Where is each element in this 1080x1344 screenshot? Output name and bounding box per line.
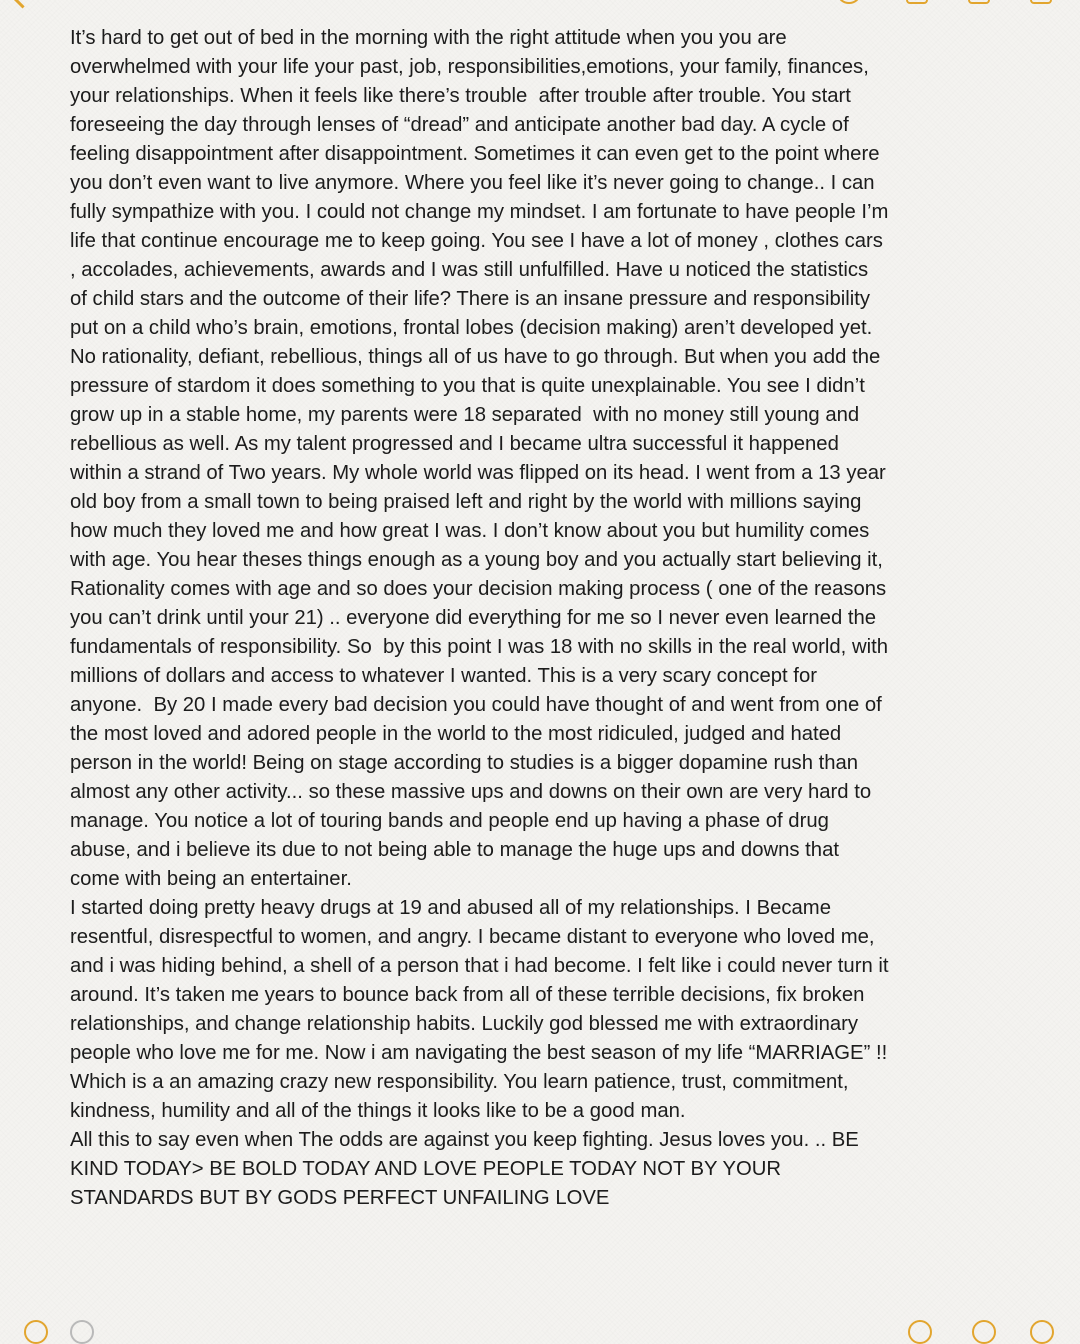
share-icon[interactable] bbox=[838, 0, 860, 4]
undo-icon[interactable] bbox=[24, 1320, 48, 1344]
markup-icon[interactable] bbox=[1030, 1320, 1054, 1344]
camera-icon[interactable] bbox=[968, 0, 990, 4]
top-toolbar bbox=[0, 0, 1080, 10]
attachment-icon[interactable] bbox=[972, 1320, 996, 1344]
redo-icon[interactable] bbox=[70, 1320, 94, 1344]
note-paragraph-2: I started doing pretty heavy drugs at 19 and abused all of my relationships. I Became resentful, disrespectful to women, and angry. I became distant to everyone who loved me, and i was hiding behind, a shell of a person that i had become. I felt like i could never turn it around. It’s taken me years to bounce back from all of these terrible decisions, fix broken relationships, and change relationship habits. Luckily god blessed me with extraordinary people who love me for me. Now i am navigating the best season of my life “MARRIAGE” !! Which is a an amazing crazy new responsibility. You learn patience, trust, commitment, kindness, humility and all of the things it looks like to be a good man. bbox=[70, 897, 895, 1122]
bottom-toolbar bbox=[0, 1316, 1080, 1330]
compose-icon[interactable] bbox=[1030, 0, 1052, 4]
check-icon[interactable] bbox=[908, 1320, 932, 1344]
note-paragraph-1: It’s hard to get out of bed in the morning with the right attitude when you you are overwhelmed with your life your past, job, responsibilities,emotions, your family, finances, your relationships. When it feels like there’s trouble after trouble after trouble. You start foreseeing the day through lenses of “dread” and anticipate another bad day. A cycle of feeling disappointment after disappointment. Sometimes it can even get to the point where you don’t even want to live anymore. Where you feel like it’s never going to change.. I can fully sympathize with you. I could not change my mindset. I am fortunate to have people I’m life that continue encourage me to keep going. You see I have a lot of money , clothes cars , accolades, achievements, awards and I was still unfulfilled. Have u noticed the statistics of child stars and the outcome of their life? There is an insane pressure and responsibility put on a child who’s brain, emotions, frontal lobes (decision making) aren’t developed yet. No rationality, defiant, rebellious, things all of us have to go through. But when you add the pressure of stardom it does something to you that is quite unexplainable. You see I didn’t grow up in a stable home, my parents were 18 separated with no money still young and rebellious as well. As my talent progressed and I became ultra successful it happened within a strand of Two years. My whole world was flipped on its head. I went from a 13 year old boy from a small town to being praised left and right by the world with millions saying how much they loved me and how great I was. I don’t know about you but humility comes with age. You hear theses things enough as a young boy and you actually start believing it, Rationality comes with age and so does your decision making process ( one of the reasons you can’t drink until your 21) .. everyone did everything for me so I never even learned the fundamentals of responsibility. So by this point I was 18 with no skills in the real world, with millions of dollars and access to whatever I wanted. This is a very scary concept for anyone. By 20 I made every bad decision you could have thought of and went from one of the most loved and adored people in the world to the most ridiculed, judged and hated person in the world! Being on stage according to studies is a bigger dopamine rush than almost any other activity... so these massive ups and downs on their own are very hard to manage. You notice a lot of touring bands and people end up having a phase of drug abuse, and i believe its due to not being able to manage the huge ups and downs that come with being an entertainer. bbox=[70, 27, 895, 890]
back-chevron-icon[interactable] bbox=[10, 0, 34, 9]
note-text-body[interactable] bbox=[70, 24, 895, 1213]
note-paragraph-3: All this to say even when The odds are against you keep fighting. Jesus loves you. .. BE KIND TODAY> BE BOLD TODAY AND LOVE PEOPLE TODAY NOT BY YOUR STANDARDS BUT BY GODS PERFECT UNFAILING LOVE bbox=[70, 1129, 865, 1209]
checklist-icon[interactable] bbox=[906, 0, 928, 4]
